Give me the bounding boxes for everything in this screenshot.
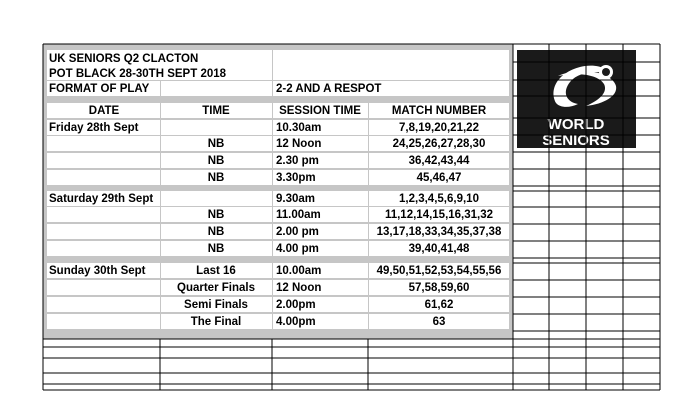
logo-text-world: WORLD <box>547 116 605 133</box>
title-line-1: UK SENIORS Q2 CLACTON <box>49 53 199 65</box>
row-session: 12 Noon <box>276 138 322 150</box>
format-value: 2-2 AND A RESPOT <box>276 83 382 95</box>
cell-date <box>47 297 160 312</box>
row-match: 57,58,59,60 <box>408 282 470 294</box>
row-match: 61,62 <box>424 299 454 311</box>
column-header-match: MATCH NUMBER <box>391 105 487 117</box>
cell-date <box>47 314 160 329</box>
world-seniors-logo <box>517 50 636 149</box>
row-session: 12 Noon <box>276 282 322 294</box>
cell-date <box>47 241 160 256</box>
row-session: 4.00pm <box>276 316 316 328</box>
row-match: 24,25,26,27,28,30 <box>392 138 486 150</box>
row-match: 13,17,18,33,34,35,37,38 <box>376 226 502 238</box>
row-time: NB <box>207 155 225 167</box>
row-session: 4.00 pm <box>276 243 319 255</box>
column-header-time: TIME <box>202 105 230 117</box>
row-time: The Final <box>190 316 242 328</box>
row-session: 10.00am <box>276 265 322 277</box>
row-time: NB <box>207 138 225 150</box>
row-time: NB <box>207 209 225 221</box>
format-blank-cell <box>161 81 272 96</box>
row-match: 7,8,19,20,21,22 <box>399 122 479 134</box>
row-date: Friday 28th Sept <box>49 122 139 134</box>
row-time: NB <box>207 172 225 184</box>
cell-time <box>161 120 272 135</box>
row-match: 1,2,3,4,5,6,9,10 <box>399 193 479 205</box>
row-session: 3.30pm <box>276 172 316 184</box>
row-match: 36,42,43,44 <box>408 155 470 167</box>
row-session: 2.00 pm <box>276 226 319 238</box>
cell-date <box>47 170 160 185</box>
row-match: 45,46,47 <box>416 172 462 184</box>
row-session: 11.00am <box>276 209 321 221</box>
row-time: Quarter Finals <box>177 282 255 294</box>
format-label: FORMAT OF PLAY <box>49 83 150 95</box>
row-match: 11,12,14,15,16,31,32 <box>384 209 494 221</box>
logo-text-seniors: SENIORS <box>542 132 610 149</box>
row-session: 2.30 pm <box>276 155 319 167</box>
title-line-2: POT BLACK 28-30TH SEPT 2018 <box>49 68 227 80</box>
row-time: NB <box>207 226 225 238</box>
row-session: 2.00pm <box>276 299 316 311</box>
title-blank-cell <box>273 50 509 80</box>
row-match: 63 <box>432 316 446 328</box>
row-match: 39,40,41,48 <box>408 243 470 255</box>
cell-time <box>161 191 272 206</box>
column-header-session: SESSION TIME <box>279 105 361 117</box>
cell-date <box>47 153 160 168</box>
row-session: 9.30am <box>276 193 316 205</box>
row-time: Semi Finals <box>184 299 248 311</box>
row-time: Last 16 <box>196 265 236 277</box>
row-date: Sunday 30th Sept <box>49 265 146 277</box>
row-match: 49,50,51,52,53,54,55,56 <box>376 265 502 277</box>
row-date: Saturday 29th Sept <box>49 193 154 205</box>
row-time: NB <box>207 243 225 255</box>
cell-date <box>47 136 160 151</box>
row-session: 10.30am <box>276 122 322 134</box>
column-header-date: DATE <box>88 105 120 117</box>
cell-date <box>47 280 160 295</box>
cell-date <box>47 224 160 239</box>
cell-date <box>47 207 160 222</box>
